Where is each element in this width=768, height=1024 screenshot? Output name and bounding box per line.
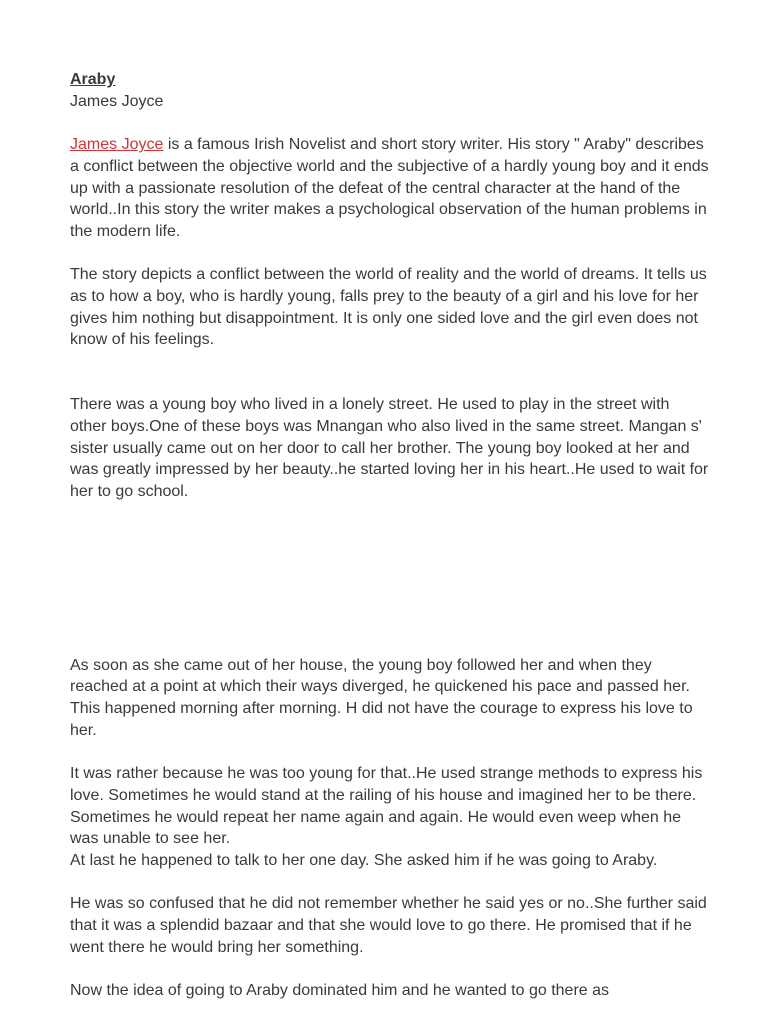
paragraph-2: There was a young boy who lived in a lonely street. He used to play in the street with other boys.One of these boys was Mnangan who also lived in the same street. Mangan s' sister usually came out on her door to call her brother. The young boy looked at her and was greatly impressed by her beauty..he started loving her in his heart..He used to wait for her to go school. <box>70 396 709 500</box>
paragraph-7: Now the idea of going to Araby dominated him and he wanted to go there as <box>70 982 610 1000</box>
paragraph-4: It was rather because he was too young for that..He used strange methods to express his love. Sometimes he would stand at the railing of his house and imagined her to be there. Sometimes he would repeat her name again and again. He would even weep when he was unable to see her. <box>70 765 703 848</box>
spacer <box>70 351 710 394</box>
intro-paragraph <box>70 134 710 243</box>
spacer <box>70 503 710 655</box>
paragraph-3: As soon as she came out of her house, the young boy followed her and when they reached at a point at which their ways diverged, he quickened his pace and passed her. This happened morning after morning. H did not have the courage to express his love to her. <box>70 656 693 739</box>
document-page <box>70 69 710 1002</box>
intro-text: is a famous Irish Novelist and short story writer. His story " Araby" describes a conflict between the objective world and the subjective of a hardly young boy and it ends up with a passionate resolution of the defeat of the central character at the hand of the world..In this story the writer makes a psychological observation of the human problems in the modern life. <box>70 136 709 240</box>
spacer <box>70 112 710 134</box>
document-author: James Joyce <box>70 92 164 110</box>
paragraph-6: He was so confused that he did not remember whether he said yes or no..She further said that it was a splendid bazaar and that she would love to go there. He promised that if he went there he would bring her something. <box>70 895 707 956</box>
document-title: Araby <box>70 71 116 88</box>
spacer <box>70 243 710 265</box>
spacer <box>70 958 710 980</box>
spacer <box>70 872 710 894</box>
author-link[interactable]: James Joyce <box>70 136 164 154</box>
paragraph-5: At last he happened to talk to her one day. She asked him if he was going to Araby. <box>70 851 658 869</box>
spacer <box>70 741 710 763</box>
paragraph-1: The story depicts a conflict between the world of reality and the world of dreams. It tells us as to how a boy, who is hardly young, falls prey to the beauty of a girl and his love for her gives him nothing but disappointment. It is only one sided love and the girl even does not know of his feelings. <box>70 266 707 349</box>
